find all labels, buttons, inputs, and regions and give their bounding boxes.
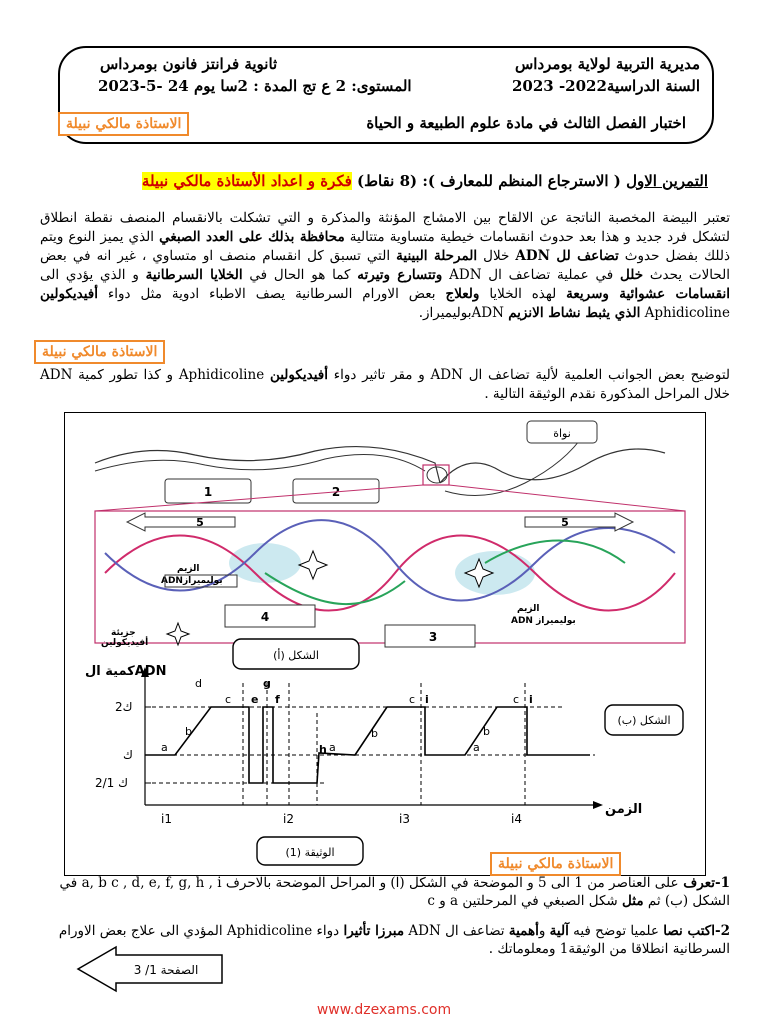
zoom-line-right: [449, 485, 685, 511]
intro-paragraph: تعتبر البيضة المخصبة الناتجة عن الالقاح بين الامشاج المؤنثة والمذكرة و التي تشكلت بالانقسام المنصف نقطة انطلاق لتشكل فرد جديد و هذا بعد حدوث انقسامات خيطية متساوية متتالية محافظة بذلك على العدد الصبغي الذي يميز النوع ويتم ذللك بفضل حدوث تضاعف لل ADN خلال المرحلة البينية التي تسبق كل انقسام منصف او متساوي ، غير انه في بعض الحالات يحدث خلل في عملية تضاعف ال ADN وتتسارع وتيرته كما هو الحال في الخلايا السرطانية و الذي يؤدي الى انقسامات عشوائية وسريعة لهذه الخلايا ولعلاج بعض الاورام السرطانية يصف الاطباء ادوية مثل دواء أفيديكولين Aphidicoline الذي يثبط نشاط الانزيم ADNبوليميراز.: [40, 210, 730, 321]
x-tick-3: i3: [399, 812, 410, 826]
label-h: h: [319, 743, 327, 756]
enzyme-left-label2: ADNبوليميراز: [161, 576, 223, 586]
label-g: g: [263, 677, 271, 690]
box-5-right-label: 5: [561, 516, 569, 529]
exercise-points: ( الاسترجاع المنظم للمعارف ): (8 نقاط): [351, 172, 627, 190]
footer-url[interactable]: www.dzexams.com: [316, 1002, 452, 1018]
document-label: الوثيقة (1): [285, 846, 335, 859]
aphidicolin-mark-1: [299, 551, 327, 579]
box-1-label: 1: [203, 485, 213, 499]
y-axis-title: كمية الADN: [85, 664, 167, 679]
question-2: 2-اكتب نصا علميا توضح فيه آلية وأهمية تضاعف ال ADN مبرزا تأثيرا دواء Aphidicoline المؤدي الى علاج بعض الاورام السرطانية انطلاقا من الوثيقة1 ومعلوماتك .: [58, 923, 730, 957]
label-a3: a: [473, 741, 480, 754]
teacher-stamp-2: الاستاذة مالكي نبيلة: [34, 340, 165, 364]
y-tick-k: ك: [123, 748, 133, 762]
exercise-credit: فكرة و اعداد الأستاذة مالكي نبيلة: [141, 172, 352, 190]
label-b2: b: [371, 727, 378, 740]
shape-b-label: الشكل (ب): [617, 714, 671, 727]
label-b3: b: [483, 725, 490, 738]
molecule-label: جزيئة: [111, 628, 136, 638]
box-5-left-label: 5: [196, 516, 204, 529]
label-c1: c: [225, 693, 232, 706]
enzyme-left-label: الزيم: [177, 564, 200, 574]
doc-intro-paragraph: لتوضيح بعض الجوانب العلمية لألية تضاعف ال ADN و مقر تاثير دواء أفيديكولين Aphidicoline و كذا تطور كمية ADN خلال المراحل المذكورة نقدم الوثيقة التالية .: [40, 367, 730, 402]
box-3-label: 3: [428, 630, 438, 644]
enzyme-right-label2: ADN بوليميراز: [511, 616, 576, 626]
x-axis-arrow: [593, 801, 603, 809]
school-text: ثانوية فرانتز فانون بومرداس: [100, 55, 278, 73]
aphidicolin-legend-mark: [167, 623, 189, 645]
figure-svg: [65, 413, 705, 875]
dna-strand-blue-1: [105, 520, 675, 600]
x-tick-2: i2: [283, 812, 294, 826]
exercise-title: [142, 172, 708, 190]
nucleus-label: نواة: [553, 427, 571, 440]
enzyme-left-blob: [229, 543, 301, 583]
adn-quantity-graph: [85, 664, 642, 826]
y-tick-half-k: 2/1 ك: [95, 776, 129, 790]
label-f: f: [275, 693, 280, 706]
teacher-stamp: الاستاذة مالكي نبيلة: [58, 112, 189, 136]
arrow-box-5-left: [127, 513, 235, 531]
chromatin-fiber-top: [95, 447, 440, 483]
label-a2: a: [329, 741, 336, 754]
label-a1: a: [161, 741, 168, 754]
page-arrow: [76, 945, 226, 993]
y-tick-2k: 2ك: [115, 700, 133, 714]
shape-a-label: الشكل (أ): [273, 649, 319, 662]
exam-title: اختبار الفصل الثالث في مادة علوم الطبيعة و الحياة: [366, 114, 686, 132]
question-1: 1-تعرف على العناصر من 1 الى 5 و الموضحة في الشكل (ا) و المراحل الموضحة بالاحرف a, b c , d, e, f, g, h , i في الشكل (ب) ثم مثل شكل الصبغي في المرحلتين a و c: [59, 875, 730, 909]
enzyme-right-label: الزيم: [517, 604, 540, 614]
page-number: الصفحة 1/ 3: [133, 963, 199, 977]
school-year: السنة الدراسية2022- 2023: [511, 77, 700, 95]
directorate-text: مديرية التربية لولاية بومرداس: [514, 55, 700, 73]
x-axis-title: الزمن: [605, 802, 643, 817]
label-e: e: [251, 693, 259, 706]
exercise-number: التمرين الاول: [626, 172, 708, 190]
document-1-figure: [64, 412, 706, 876]
box-4-label: 4: [260, 610, 270, 624]
level-duration-date: المستوى: 2 ع تج المدة : 2سا يوم 24 -5-2023: [98, 77, 412, 95]
x-tick-1: i1: [161, 812, 172, 826]
box-4: [225, 605, 315, 627]
label-b1: b: [185, 725, 192, 738]
arrow-box-5-right: [525, 513, 633, 531]
x-tick-4: i4: [511, 812, 522, 826]
teacher-stamp-3: الاستاذة مالكي نبيلة: [490, 852, 621, 876]
label-i2: i: [529, 693, 533, 706]
chromatin-fiber-top2: [95, 455, 425, 471]
label-i1: i: [425, 693, 429, 706]
molecule-label2: أفيديكولين: [101, 638, 149, 648]
adn-curve: [145, 707, 590, 783]
label-d: d: [195, 677, 202, 690]
label-c2: c: [409, 693, 416, 706]
label-c3: c: [513, 693, 520, 706]
